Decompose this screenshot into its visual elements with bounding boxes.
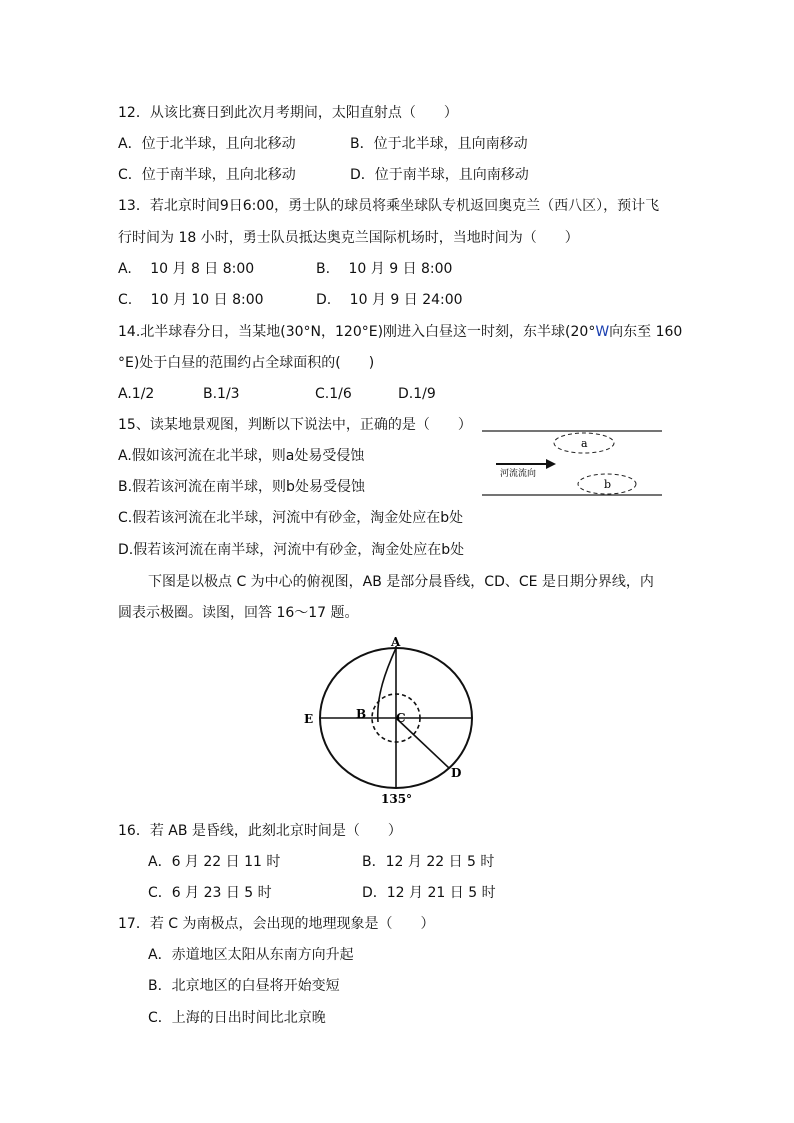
q13-stem-line2: 行时间为 18 小时，勇士队员抵达奥克兰国际机场时，当地时间为（ ）	[118, 230, 579, 246]
q14-option-a: A.1/2	[118, 386, 155, 402]
q13-option-b: B. 10 月 9 日 8:00	[316, 261, 453, 277]
q13-option-d: D. 10 月 9 日 24:00	[316, 292, 463, 308]
q15-option-b: B.假若该河流在南半球，则b处易受侵蚀	[118, 479, 365, 495]
q13-stem-line1: 13．若北京时间9日6:00，勇士队的球员将乘坐球队专机返回奥克兰（西八区），预计飞	[118, 198, 660, 214]
label-a: a	[581, 437, 588, 450]
q14-stem-line1	[118, 322, 682, 342]
q17-stem: 17．若 C 为南极点，会出现的地理现象是（ ）	[118, 916, 435, 932]
intro-line1: 下图是以极点 C 为中心的俯视图，AB 是部分晨昏线，CD、CE 是日期分界线，内	[148, 574, 654, 590]
label-D: D	[451, 766, 462, 780]
q17-option-b: B．北京地区的白昼将开始变短	[148, 978, 340, 994]
q16-stem: 16．若 AB 是昏线，此刻北京时间是（ ）	[118, 823, 402, 839]
q14-stem-line2: °E)处于白昼的范围约占全球面积的( )	[118, 355, 375, 371]
q14-option-b: B.1/3	[203, 386, 240, 402]
q14-stem-part1: 14.北半球春分日，当某地(30°N，120°E)刚进入白昼这一时刻，东半球(20°	[118, 324, 596, 340]
intro-line2: 圆表示极圈。读图，回答 16～17 题。	[118, 605, 359, 621]
q17-option-c: C．上海的日出时间比北京晚	[148, 1010, 326, 1026]
q14-stem-part2: 向东至 160	[609, 324, 683, 340]
q15-option-a: A.假如该河流在北半球，则a处易受侵蚀	[118, 448, 365, 464]
q12-stem: 12．从该比赛日到此次月考期间，太阳直射点（ ）	[118, 105, 458, 121]
flow-label: 河流流向	[500, 469, 537, 479]
label-b: b	[604, 478, 612, 491]
q17-option-a: A．赤道地区太阳从东南方向升起	[148, 947, 354, 963]
label-B: B	[356, 707, 367, 721]
q16-option-b: B．12 月 22 日 5 时	[362, 854, 495, 870]
q16-option-a: A．6 月 22 日 11 时	[148, 854, 281, 870]
q15-option-d: D.假若该河流在南半球，河流中有砂金，淘金处应在b处	[118, 542, 465, 558]
label-E: E	[304, 712, 314, 726]
river-figure	[480, 424, 664, 500]
line-cd	[396, 718, 449, 768]
q12-option-b: B．位于北半球，且向南移动	[350, 136, 528, 152]
q15-stem: 15、读某地景观图，判断以下说法中，正确的是（ ）	[118, 417, 472, 433]
q12-option-c: C．位于南半球，且向北移动	[118, 167, 296, 183]
terminator-ab	[378, 648, 396, 722]
q13-option-c: C. 10 月 10 日 8:00	[118, 292, 264, 308]
flow-arrowhead	[546, 459, 556, 469]
q13-option-a: A. 10 月 8 日 8:00	[118, 261, 255, 277]
q16-option-c: C．6 月 23 日 5 时	[148, 885, 272, 901]
q16-option-d: D．12 月 21 日 5 时	[362, 885, 496, 901]
label-C: C	[396, 711, 406, 725]
polar-view-figure	[296, 632, 496, 810]
label-135: 135°	[381, 792, 413, 806]
label-A: A	[391, 635, 401, 649]
q12-option-a: A．位于北半球，且向北移动	[118, 136, 296, 152]
q12-option-d: D．位于南半球，且向南移动	[350, 167, 529, 183]
q14-stem-west: W	[595, 324, 610, 340]
q14-option-c: C.1/6	[315, 386, 352, 402]
q14-option-d: D.1/9	[398, 386, 436, 402]
q15-option-c: C.假若该河流在北半球，河流中有砂金，淘金处应在b处	[118, 510, 464, 526]
